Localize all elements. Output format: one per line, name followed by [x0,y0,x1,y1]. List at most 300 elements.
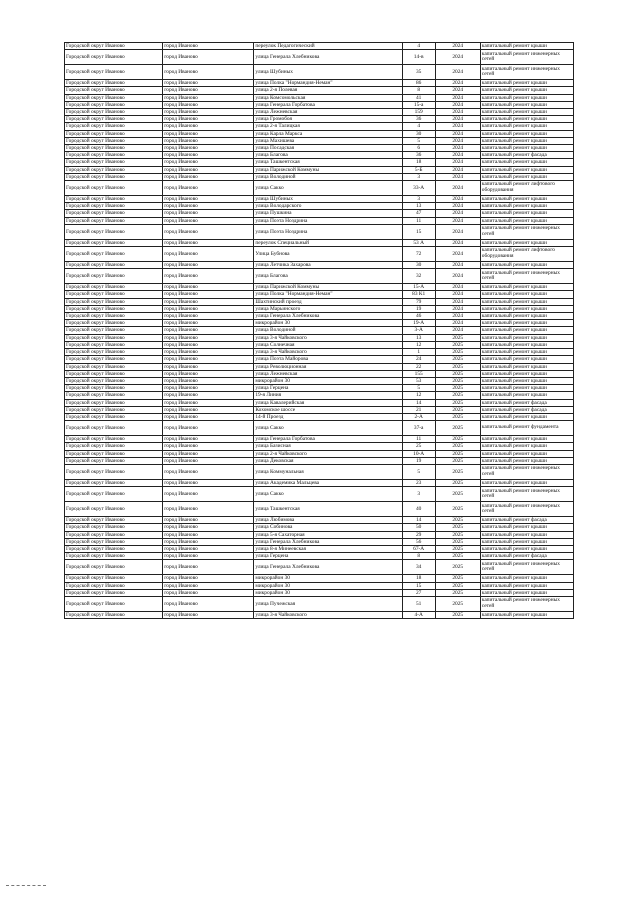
locality-cell: город Иваново [163,327,254,334]
year-cell: 2025 [435,406,480,413]
repair-schedule-table [64,42,574,619]
municipality-cell: Городской округ Иваново [65,421,163,436]
locality-cell: город Иваново [163,94,254,101]
table-row [65,327,574,334]
house-number-cell: 5 [402,385,435,392]
locality-cell: город Иваново [163,479,254,486]
year-cell: 2025 [435,531,480,538]
municipality-cell: Городской округ Иваново [65,524,163,531]
house-number-cell: 14 [402,399,435,406]
municipality-cell: Городской округ Иваново [65,159,163,166]
locality-cell: город Иваново [163,247,254,262]
table-row [65,487,574,502]
street-cell: переулок Специальный [254,239,402,246]
work-type-cell: капитальный ремонт крыши [480,575,573,582]
locality-cell: город Иваново [163,239,254,246]
table-row [65,538,574,545]
work-type-cell: капитальный ремонт крыши [480,284,573,291]
house-number-cell: 12 [402,392,435,399]
table-row [65,443,574,450]
municipality-cell: Городской округ Иваново [65,109,163,116]
house-number-cell: 4-А [402,611,435,618]
municipality-cell: Городской округ Иваново [65,457,163,464]
street-cell: улица 3-я Чайковского [254,611,402,618]
year-cell: 2025 [435,341,480,348]
house-number-cell: 19-А [402,320,435,327]
street-cell: улица Лежневская [254,109,402,116]
municipality-cell: Городской округ Иваново [65,538,163,545]
municipality-cell: Городской округ Иваново [65,327,163,334]
locality-cell: город Иваново [163,596,254,611]
table-row [65,217,574,224]
work-type-cell: капитальный ремонт крыши [480,611,573,618]
year-cell: 2025 [435,575,480,582]
table-row [65,181,574,196]
table-row [65,109,574,116]
work-type-cell: капитальный ремонт крыши [480,356,573,363]
table-row [65,196,574,203]
street-cell: улица Базисная [254,443,402,450]
house-number-cell: 36 [402,152,435,159]
house-number-cell: 10-А [402,450,435,457]
locality-cell: город Иваново [163,450,254,457]
municipality-cell: Городской округ Иваново [65,392,163,399]
year-cell: 2025 [435,464,480,479]
work-type-cell: капитальный ремонт крыши [480,123,573,130]
locality-cell: город Иваново [163,553,254,560]
house-number-cell: 30 [402,130,435,137]
house-number-cell: 30 [402,262,435,269]
municipality-cell: Городской округ Иваново [65,166,163,173]
municipality-cell: Городской округ Иваново [65,313,163,320]
street-cell: улица 8-я Минеевская [254,545,402,552]
house-number-cell: 15 [402,582,435,589]
work-type-cell: капитальный ремонт фасада [480,406,573,413]
year-cell: 2024 [435,80,480,87]
locality-cell: город Иваново [163,545,254,552]
house-number-cell: 6 [402,145,435,152]
work-type-cell: капитальный ремонт крыши [480,524,573,531]
table-row [65,356,574,363]
work-type-cell: капитальный ремонт крыши [480,413,573,420]
locality-cell: город Иваново [163,464,254,479]
locality-cell: город Иваново [163,313,254,320]
work-type-cell: капитальный ремонт крыши [480,101,573,108]
street-cell: улица Марьинского [254,305,402,312]
locality-cell: город Иваново [163,262,254,269]
table-row [65,363,574,370]
municipality-cell: Городской округ Иваново [65,531,163,538]
work-type-cell: капитальный ремонт крыши [480,334,573,341]
work-type-cell: капитальный ремонт крыши [480,363,573,370]
house-number-cell: 12 [402,341,435,348]
street-cell: 14-й Проезд [254,413,402,420]
work-type-cell: капитальный ремонт крыши [480,109,573,116]
locality-cell: город Иваново [163,399,254,406]
year-cell: 2025 [435,363,480,370]
table-row [65,50,574,65]
table-row [65,421,574,436]
house-number-cell: 15-А [402,284,435,291]
table-row [65,94,574,101]
locality-cell: город Иваново [163,305,254,312]
street-cell: улица Сакко [254,487,402,502]
work-type-cell: капитальный ремонт крыши [480,538,573,545]
locality-cell: город Иваново [163,443,254,450]
street-cell: улица Шубиных [254,196,402,203]
municipality-cell: Городской округ Иваново [65,181,163,196]
street-cell: улица Генерала Хлебникова [254,50,402,65]
year-cell: 2025 [435,413,480,420]
year-cell: 2024 [435,94,480,101]
year-cell: 2024 [435,43,480,50]
house-number-cell: 23 [402,479,435,486]
house-number-cell: 86 [402,80,435,87]
street-cell: Улица Бубнова [254,247,402,262]
year-cell: 2024 [435,247,480,262]
municipality-cell: Городской округ Иваново [65,239,163,246]
street-cell: улица Махишева [254,137,402,144]
house-number-cell: 5 [402,137,435,144]
table-row [65,305,574,312]
work-type-cell: капитальный ремонт крыши [480,349,573,356]
street-cell: улица Любимова [254,517,402,524]
house-number-cell: 37-а [402,421,435,436]
locality-cell: город Иваново [163,130,254,137]
year-cell: 2025 [435,421,480,436]
work-type-cell: капитальный ремонт фасада [480,152,573,159]
house-number-cell: 3 [402,196,435,203]
house-number-cell: 2-А [402,413,435,420]
locality-cell: город Иваново [163,203,254,210]
year-cell: 2025 [435,457,480,464]
house-number-cell: 40 [402,502,435,517]
street-cell: улица 2-я Чайковского [254,450,402,457]
table-row [65,173,574,180]
street-cell: улица Поэта Майорова [254,356,402,363]
year-cell: 2024 [435,50,480,65]
year-cell: 2024 [435,298,480,305]
locality-cell: город Иваново [163,392,254,399]
work-type-cell: капитальный ремонт крыши [480,545,573,552]
house-number-cell: 8 [402,87,435,94]
street-cell: улица Герцена [254,385,402,392]
locality-cell: город Иваново [163,298,254,305]
table-row [65,436,574,443]
municipality-cell: Городской округ Иваново [65,575,163,582]
year-cell: 2025 [435,399,480,406]
street-cell: улица Генерала Хлебникова [254,313,402,320]
locality-cell: город Иваново [163,349,254,356]
year-cell: 2024 [435,109,480,116]
locality-cell: город Иваново [163,87,254,94]
street-cell: улица Пушкина [254,210,402,217]
locality-cell: город Иваново [163,560,254,575]
street-cell: улица Володиной [254,173,402,180]
table-row [65,284,574,291]
municipality-cell: Городской округ Иваново [65,450,163,457]
house-number-cell: 13 [402,334,435,341]
year-cell: 2024 [435,327,480,334]
street-cell: улица Генерала Хлебникова [254,538,402,545]
municipality-cell: Городской округ Иваново [65,217,163,224]
year-cell: 2025 [435,538,480,545]
street-cell: улица Генерала Хлебникова [254,560,402,575]
house-number-cell: 47 [402,210,435,217]
municipality-cell: Городской округ Иваново [65,363,163,370]
table-row [65,611,574,618]
work-type-cell: капитальный ремонт крыши [480,173,573,180]
street-cell: улица Летчика Захарова [254,262,402,269]
table-body [65,43,574,619]
table-row [65,262,574,269]
street-cell: улица Парижской Коммуны [254,284,402,291]
work-type-cell: капитальный ремонт крыши [480,203,573,210]
table-row [65,589,574,596]
work-type-cell: капитальный ремонт крыши [480,43,573,50]
year-cell: 2024 [435,291,480,298]
table-row [65,269,574,284]
street-cell: улица Академика Мальцева [254,479,402,486]
work-type-cell: капитальный ремонт крыши [480,479,573,486]
municipality-cell: Городской округ Иваново [65,173,163,180]
table-row [65,531,574,538]
street-cell: Кохомское шоссе [254,406,402,413]
year-cell: 2025 [435,487,480,502]
locality-cell: город Иваново [163,538,254,545]
house-number-cell: 21 [402,406,435,413]
street-cell: улица Шубиных [254,65,402,80]
locality-cell: город Иваново [163,341,254,348]
table-row [65,224,574,239]
locality-cell: город Иваново [163,224,254,239]
street-cell: микрорайон 30 [254,589,402,596]
street-cell: улица Генерала Горбатова [254,436,402,443]
street-cell: улица Громобоя [254,116,402,123]
work-type-cell: капитальный ремонт крыши [480,262,573,269]
municipality-cell: Городской округ Иваново [65,50,163,65]
year-cell: 2025 [435,479,480,486]
municipality-cell: Городской округ Иваново [65,43,163,50]
street-cell: микрорайон 30 [254,377,402,384]
table-row [65,582,574,589]
year-cell: 2024 [435,320,480,327]
year-cell: 2025 [435,356,480,363]
street-cell: улица Сакко [254,421,402,436]
house-number-cell: 41 [402,94,435,101]
locality-cell: город Иваново [163,575,254,582]
locality-cell: город Иваново [163,487,254,502]
house-number-cell: 83 К1 [402,291,435,298]
municipality-cell: Городской округ Иваново [65,370,163,377]
house-number-cell: 15 [402,224,435,239]
locality-cell: город Иваново [163,43,254,50]
work-type-cell: капитальный ремонт крыши [480,145,573,152]
street-cell: улица 2-я Полевая [254,87,402,94]
year-cell: 2025 [435,450,480,457]
year-cell: 2025 [435,524,480,531]
table-row [65,392,574,399]
municipality-cell: Городской округ Иваново [65,203,163,210]
work-type-cell: капитальный ремонт крыши [480,80,573,87]
table-row [65,349,574,356]
table-row [65,399,574,406]
year-cell: 2025 [435,596,480,611]
house-number-cell: 14 [402,517,435,524]
table-row [65,210,574,217]
municipality-cell: Городской округ Иваново [65,596,163,611]
year-cell: 2024 [435,262,480,269]
year-cell: 2025 [435,349,480,356]
house-number-cell: 5-Б [402,166,435,173]
house-number-cell: 35 [402,65,435,80]
locality-cell: город Иваново [163,123,254,130]
locality-cell: город Иваново [163,377,254,384]
municipality-cell: Городской округ Иваново [65,377,163,384]
work-type-cell: капитальный ремонт инженерных сетей [480,502,573,517]
municipality-cell: Городской округ Иваново [65,137,163,144]
year-cell: 2024 [435,159,480,166]
locality-cell: город Иваново [163,413,254,420]
table-row [65,130,574,137]
municipality-cell: Городской округ Иваново [65,399,163,406]
year-cell: 2024 [435,313,480,320]
street-cell: улица Пучежская [254,596,402,611]
house-number-cell: 34 [402,560,435,575]
locality-cell: город Иваново [163,101,254,108]
house-number-cell: 32 [402,269,435,284]
year-cell: 2024 [435,87,480,94]
house-number-cell: 24 [402,356,435,363]
year-cell: 2024 [435,269,480,284]
table-row [65,116,574,123]
table-row [65,596,574,611]
house-number-cell: 5 [402,464,435,479]
municipality-cell: Городской округ Иваново [65,116,163,123]
municipality-cell: Городской округ Иваново [65,298,163,305]
municipality-cell: Городской округ Иваново [65,479,163,486]
house-number-cell: 11 [402,217,435,224]
work-type-cell: капитальный ремонт фасада [480,553,573,560]
work-type-cell: капитальный ремонт крыши [480,87,573,94]
house-number-cell: 33-А [402,181,435,196]
municipality-cell: Городской округ Иваново [65,284,163,291]
house-number-cell: 1 [402,349,435,356]
work-type-cell: капитальный ремонт крыши [480,589,573,596]
table-row [65,457,574,464]
municipality-cell: Городской округ Иваново [65,560,163,575]
work-type-cell: капитальный ремонт фасада [480,517,573,524]
locality-cell: город Иваново [163,65,254,80]
municipality-cell: Городской округ Иваново [65,291,163,298]
street-cell: улица 5-я Сахаторная [254,531,402,538]
work-type-cell: капитальный ремонт инженерных сетей [480,487,573,502]
year-cell: 2024 [435,284,480,291]
street-cell: улица Генерала Горбатова [254,101,402,108]
street-cell: улица Поэта Ноздрина [254,217,402,224]
locality-cell: город Иваново [163,210,254,217]
table-row [65,413,574,420]
year-cell: 2025 [435,436,480,443]
municipality-cell: Городской округ Иваново [65,65,163,80]
year-cell: 2025 [435,517,480,524]
municipality-cell: Городской округ Иваново [65,611,163,618]
house-number-cell: 3 [402,487,435,502]
work-type-cell: капитальный ремонт крыши [480,130,573,137]
work-type-cell: капитальный ремонт фасада [480,399,573,406]
house-number-cell: 159 [402,109,435,116]
street-cell: переулок Педагогический [254,43,402,50]
year-cell: 2025 [435,502,480,517]
house-number-cell: 53 [402,377,435,384]
year-cell: 2024 [435,196,480,203]
table-row [65,65,574,80]
street-cell: улица Кавалерийская [254,399,402,406]
table-row [65,524,574,531]
locality-cell: город Иваново [163,582,254,589]
municipality-cell: Городской округ Иваново [65,385,163,392]
year-cell: 2025 [435,443,480,450]
house-number-cell: 50 [402,524,435,531]
table-row [65,479,574,486]
locality-cell: город Иваново [163,320,254,327]
locality-cell: город Иваново [163,385,254,392]
municipality-cell: Городской округ Иваново [65,406,163,413]
municipality-cell: Городской округ Иваново [65,553,163,560]
locality-cell: город Иваново [163,502,254,517]
work-type-cell: капитальный ремонт крыши [480,313,573,320]
work-type-cell: капитальный ремонт инженерных сетей [480,464,573,479]
street-cell: улица Парижской Коммуны [254,166,402,173]
year-cell: 2025 [435,553,480,560]
work-type-cell: капитальный ремонт крыши [480,377,573,384]
house-number-cell: 11 [402,436,435,443]
table-row [65,553,574,560]
locality-cell: город Иваново [163,166,254,173]
house-number-cell: 4 [402,43,435,50]
street-cell: улица Володарского [254,203,402,210]
house-number-cell: 67-А [402,545,435,552]
work-type-cell: капитальный ремонт лифтового оборудования [480,247,573,262]
street-cell: 19-я Линия [254,392,402,399]
work-type-cell: капитальный ремонт инженерных сетей [480,224,573,239]
locality-cell: город Иваново [163,589,254,596]
work-type-cell: капитальный ремонт крыши [480,137,573,144]
house-number-cell: 14-в [402,50,435,65]
table-row [65,502,574,517]
house-number-cell: 51 [402,596,435,611]
locality-cell: город Иваново [163,50,254,65]
document-page [64,42,574,619]
year-cell: 2024 [435,173,480,180]
table-row [65,450,574,457]
street-cell: улица Сакко [254,181,402,196]
street-cell: микрорайон 30 [254,582,402,589]
work-type-cell: капитальный ремонт крыши [480,166,573,173]
locality-cell: город Иваново [163,137,254,144]
work-type-cell: капитальный ремонт крыши [480,196,573,203]
work-type-cell: капитальный ремонт крыши [480,116,573,123]
municipality-cell: Городской округ Иваново [65,589,163,596]
table-row [65,313,574,320]
work-type-cell: капитальный ремонт крыши [480,436,573,443]
house-number-cell: 18 [402,159,435,166]
year-cell: 2024 [435,239,480,246]
municipality-cell: Городской округ Иваново [65,224,163,239]
house-number-cell: 29 [402,531,435,538]
street-cell: улица 3-я Чайковского [254,349,402,356]
municipality-cell: Городской округ Иваново [65,130,163,137]
